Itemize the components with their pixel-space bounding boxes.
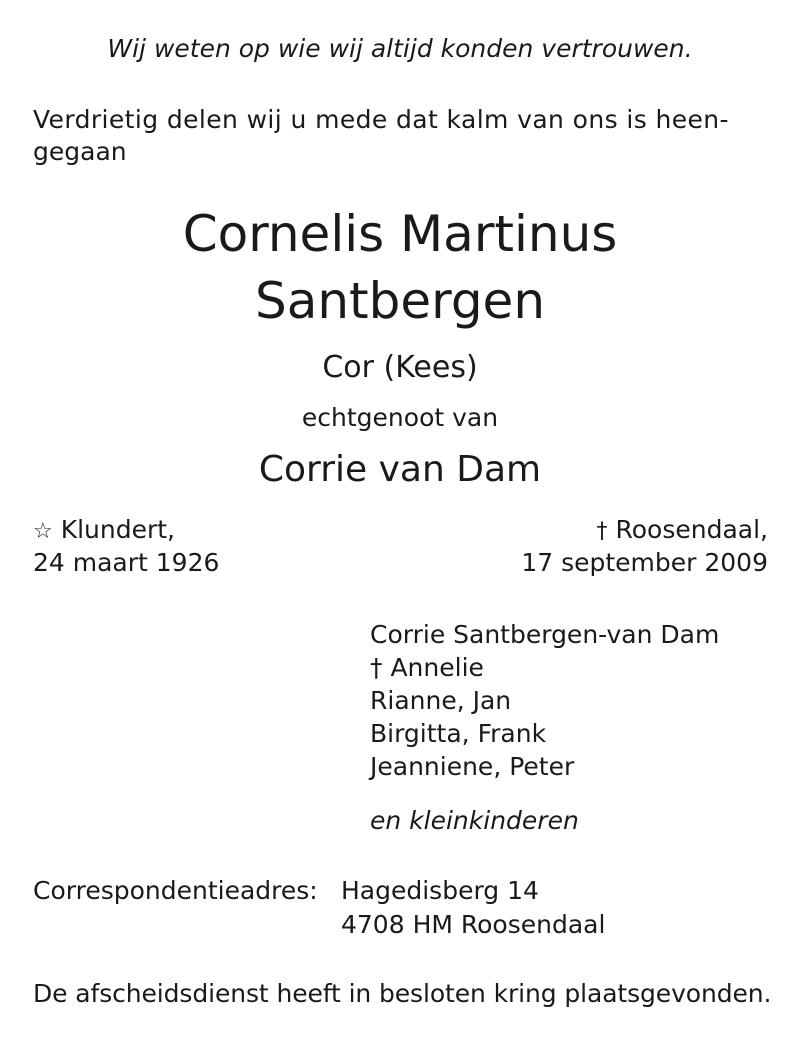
correspondence-city: 4708 HM Roosendaal xyxy=(341,910,606,939)
family-member: Rianne, Jan xyxy=(370,686,512,715)
correspondence-street: Hagedisberg 14 xyxy=(341,876,539,905)
grandchildren-text: en kleinkinderen xyxy=(370,806,579,835)
death-place: Roosendaal, xyxy=(615,515,768,544)
birth-date: 24 maart 1926 xyxy=(33,548,220,577)
spouse-intro-text: echtgenoot van xyxy=(301,403,499,432)
family-member: Birgitta, Frank xyxy=(370,719,547,748)
correspondence-label: Correspondentieadres: xyxy=(33,876,318,905)
star-icon: ☆ xyxy=(33,519,53,544)
intro-line-2: gegaan xyxy=(33,137,127,166)
closing-text: De afscheidsdienst heeft in besloten kring plaatsgevonden. xyxy=(33,979,772,1008)
birth-place-line xyxy=(33,515,175,547)
family-member: Corrie Santbergen-van Dam xyxy=(370,620,720,649)
death-date: 17 september 2009 xyxy=(521,548,768,577)
spouse-name: Corrie van Dam xyxy=(258,449,542,490)
motto-text: Wij weten op wie wij altijd konden vertrouwen. xyxy=(107,34,693,63)
cross-icon: † xyxy=(596,519,608,544)
death-place-line xyxy=(597,515,768,547)
birth-place: Klundert, xyxy=(60,515,175,544)
deceased-name-line-2: Santbergen xyxy=(254,272,546,330)
family-member: † Annelie xyxy=(370,653,484,682)
family-member: Jeanniene, Peter xyxy=(370,752,575,781)
deceased-nickname: Cor (Kees) xyxy=(322,350,478,385)
deceased-name-line-1: Cornelis Martinus xyxy=(182,205,618,263)
intro-line-1: Verdrietig delen wij u mede dat kalm van ons is heen- xyxy=(33,105,729,134)
